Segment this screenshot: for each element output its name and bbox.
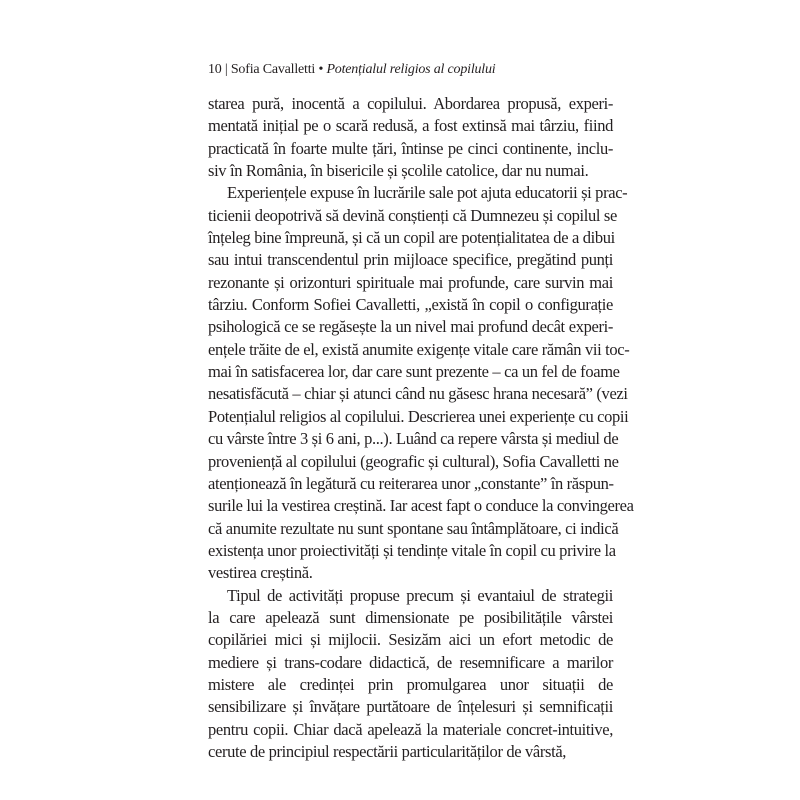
- text-line: cu vârste între 3 și 6 ani, p...). Luând ca repere vârsta și mediul de: [208, 429, 619, 449]
- text-line: surile lui la vestirea creștină. Iar acest fapt o conduce la convingerea: [208, 496, 634, 516]
- text-line: practicată în foarte multe țări, întinse pe cinci continente, inclu-: [208, 138, 613, 158]
- text-line: mediere și trans-codare didactică, de resemnificare a marilor: [208, 652, 613, 672]
- text-line: sensibilizare și învățare purtătoare de înțelesuri și semnificații: [208, 697, 613, 717]
- text-line: mai în satisfacerea lor, dar care sunt prezente – ca un fel de foame: [208, 362, 620, 382]
- text-line: că anumite rezultate nu sunt spontane sau întâmplătoare, ci indică: [208, 518, 619, 538]
- text-line: pentru copii. Chiar dacă apelează la materiale concret-intuitive,: [208, 719, 613, 739]
- text-line: existența unor proiectivități și tendințe vitale în copil cu privire la: [208, 540, 616, 560]
- text-line: starea pură, inocentă a copilului. Abordarea propusă, experi-: [208, 94, 613, 113]
- bullet-separator: •: [318, 62, 324, 77]
- header-author: Sofia Cavalletti: [230, 62, 316, 77]
- paragraph: [208, 93, 613, 182]
- text-line: la care apelează sunt dimensionate pe posibilitățile vârstei: [208, 607, 613, 627]
- text-line: siv în România, în bisericile și școlile catolice, dar nu numai.: [208, 161, 589, 181]
- text-line: atenționează în legătură cu reiterarea unor „constante” în răspun-: [208, 473, 614, 493]
- text-line: cerute de principiul respectării particularităților de vârstă,: [208, 741, 567, 761]
- page-body-text: [208, 93, 634, 763]
- text-line: Experiențele expuse în lucrările sale pot ajuta educatorii și prac-: [227, 183, 628, 203]
- text-line: Potențialul religios al copilului. Descrierea unei experiențe cu copii: [208, 406, 629, 426]
- text-line: târziu. Conform Sofiei Cavalletti, „există în copil o configurație: [208, 295, 613, 315]
- header-book-title: Potențialul religios al copilului: [326, 62, 496, 77]
- text-line: mentată inițial pe o scară redusă, a fost extinsă mai târziu, fiind: [208, 116, 613, 136]
- text-line: mistere ale credinței prin promulgarea unor situații de: [208, 674, 613, 694]
- text-line: sau intui transcendentul prin mijloace specifice, pregătind punți: [208, 250, 613, 270]
- text-line: ențele trăite de el, există anumite exigențe vitale care rămân vii toc-: [208, 339, 630, 359]
- text-line: copilăriei mici și mijlocii. Sesizăm aici un efort metodic de: [208, 630, 613, 650]
- running-header: [208, 60, 496, 80]
- text-line: nesatisfăcută – chiar și atunci când nu găsesc hrana necesară” (vezi: [208, 384, 628, 404]
- page-number: 10: [208, 62, 222, 77]
- text-line: ticienii deopotrivă să devină conștienți că Dumnezeu și copilul se: [208, 205, 617, 225]
- header-separator: |: [224, 62, 228, 77]
- text-line: vestirea creștină.: [208, 563, 313, 583]
- paragraph: [208, 585, 613, 764]
- paragraph: [208, 182, 634, 584]
- text-line: proveniență al copilului (geografic și cultural), Sofia Cavalletti ne: [208, 451, 619, 471]
- text-line: înțeleg bine împreună, și că un copil are potențialitatea de a dibui: [208, 228, 615, 248]
- text-line: rezonante și orizonturi spirituale mai profunde, care survin mai: [208, 272, 613, 292]
- text-line: psihologică ce se regăsește la un nivel mai profund decât experi-: [208, 317, 613, 337]
- text-line: Tipul de activități propuse precum și evantaiul de strategii: [227, 585, 613, 605]
